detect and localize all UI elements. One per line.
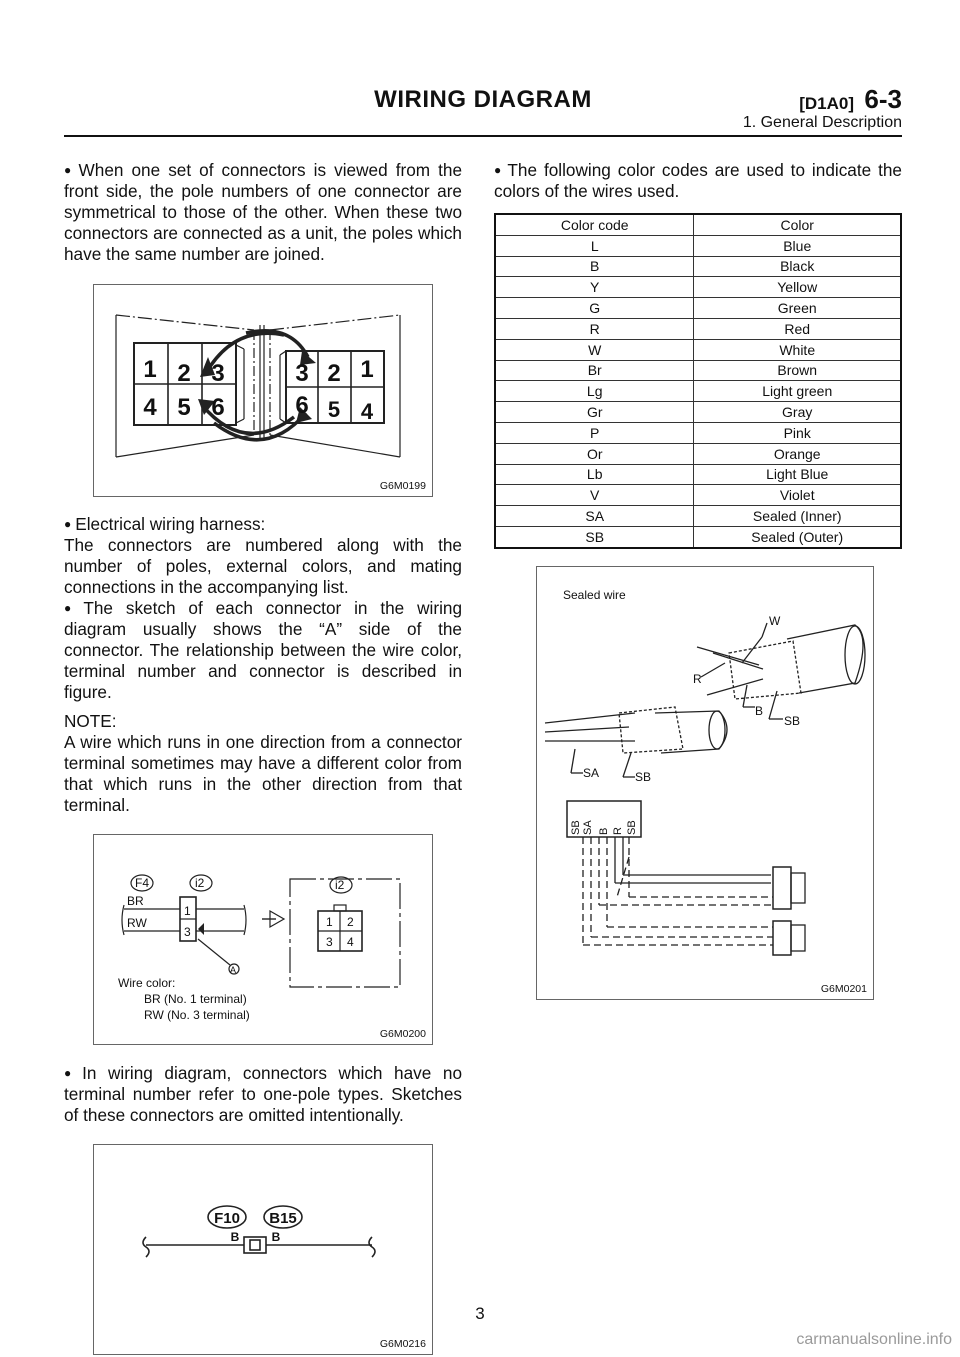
table-row	[495, 485, 901, 506]
label-b: B	[755, 703, 764, 718]
table-row	[495, 381, 901, 402]
color-code-cell: SB	[495, 526, 694, 547]
conn-label-sa: SA	[582, 820, 594, 835]
pole-left-4: 4	[143, 394, 157, 421]
tag-f4: F4	[135, 876, 150, 890]
terminal-3: 3	[184, 925, 191, 939]
color-code-cell: Y	[495, 277, 694, 298]
table-row	[495, 339, 901, 360]
color-name-cell: Orange	[694, 443, 901, 464]
tag-b15: B15	[269, 1210, 297, 1227]
bullet-connector-sketch: ● The sketch of each connector in the wiring diagram usually shows the “A” side of the connector. The relationship between the wire color, terminal number and connector is described in figure.	[64, 598, 462, 703]
left-column	[64, 160, 462, 1355]
page-code: 6-3	[864, 84, 902, 114]
label-w: W	[769, 613, 781, 628]
sealed-wire-drawing	[537, 567, 873, 999]
pole-right-5: 5	[327, 397, 341, 422]
table-row	[495, 360, 901, 381]
section-subtitle: 1. General Description	[742, 114, 902, 131]
table-row	[495, 256, 901, 277]
bullet-wiring-harness: ● Electrical wiring harness:	[64, 514, 462, 535]
pole-right-2: 2	[327, 360, 341, 387]
color-name-cell: Black	[694, 256, 901, 277]
color-code-cell: P	[495, 422, 694, 443]
wire-label-br: BR	[127, 894, 144, 908]
color-name-cell: Red	[694, 318, 901, 339]
figure-connector-pair	[93, 284, 433, 497]
tag-i2-right: i2	[335, 878, 345, 892]
color-code-cell: Color code	[495, 214, 694, 235]
label-sa: SA	[583, 765, 600, 780]
color-name-cell: Sealed (Inner)	[694, 506, 901, 527]
pole-right-4: 4	[360, 399, 374, 424]
pole-left-2: 2	[177, 360, 191, 387]
table-row	[495, 506, 901, 527]
section-title: WIRING DIAGRAM	[374, 86, 592, 113]
wire-label-rw: RW	[127, 916, 147, 930]
sealed-wire-title: Sealed wire	[563, 587, 626, 602]
grid-1: 1	[326, 915, 333, 929]
table-row	[495, 402, 901, 423]
grid-2: 2	[347, 915, 354, 929]
paragraph-harness: The connectors are numbered along with the number of poles, external colors, and mating connections in the accompanying list.	[64, 535, 462, 597]
conn-label-b: B	[598, 827, 610, 835]
wire-b-right: B	[271, 1230, 281, 1244]
pole-right-1: 1	[360, 356, 374, 383]
note-heading: NOTE:	[64, 711, 117, 731]
page-number: 3	[475, 1304, 485, 1323]
color-code-cell: SA	[495, 506, 694, 527]
color-name-cell: Yellow	[694, 277, 901, 298]
color-name-cell: Violet	[694, 485, 901, 506]
color-name-cell: Brown	[694, 360, 901, 381]
marker-a: A	[230, 965, 237, 975]
label-r: R	[693, 671, 702, 686]
label-sb-outer: SB	[784, 713, 801, 728]
conn-label-sb-2: SB	[626, 820, 638, 835]
legend-br: BR (No. 1 terminal)	[144, 992, 247, 1006]
note-text: A wire which runs in one direction from a connector terminal sometimes may have a different color from that which runs in the other direction from that terminal.	[64, 732, 462, 815]
color-code-cell: R	[495, 318, 694, 339]
terminal-1: 1	[184, 904, 191, 918]
pole-right-6: 6	[295, 392, 309, 419]
conn-label-sb-1: SB	[570, 820, 582, 835]
table-row	[495, 526, 901, 547]
conn-label-r: R	[612, 826, 624, 835]
pole-left-6: 6	[211, 394, 225, 421]
figure-caption: G6M0199	[379, 480, 426, 492]
label-sb: SB	[635, 769, 652, 784]
color-code-cell: Lg	[495, 381, 694, 402]
color-name-cell: Color	[694, 214, 901, 235]
pole-left-1: 1	[143, 356, 157, 383]
color-code-cell: Lb	[495, 464, 694, 485]
grid-3: 3	[326, 935, 333, 949]
connector-pair-drawing	[94, 285, 432, 496]
color-code-cell: L	[495, 235, 694, 256]
color-code-cell: W	[495, 339, 694, 360]
color-code-cell: Or	[495, 443, 694, 464]
color-code-cell: Gr	[495, 402, 694, 423]
table-row	[495, 235, 901, 256]
bullet-one-pole: ● In wiring diagram, connectors which have no terminal number refer to one-pole types. Sketches of these connectors are omitted intentionally.	[64, 1063, 462, 1126]
table-row	[495, 443, 901, 464]
figure-caption: G6M0201	[820, 982, 867, 995]
color-name-cell: Light Blue	[694, 464, 901, 485]
color-code-cell: V	[495, 485, 694, 506]
legend-rw: RW (No. 3 terminal)	[144, 1008, 250, 1022]
color-code-table	[494, 213, 902, 549]
color-name-cell: Pink	[694, 422, 901, 443]
figure-caption: G6M0216	[379, 1338, 426, 1350]
table-row	[495, 422, 901, 443]
grid-4: 4	[347, 935, 354, 949]
color-code-cell: Br	[495, 360, 694, 381]
color-name-cell: Gray	[694, 402, 901, 423]
color-code-cell: B	[495, 256, 694, 277]
right-column	[494, 160, 902, 1000]
page-header	[64, 82, 902, 134]
tag-i2: i2	[195, 876, 205, 890]
wire-color-drawing	[94, 835, 432, 1044]
tag-f10: F10	[214, 1210, 240, 1227]
color-code-cell: G	[495, 298, 694, 319]
table-row	[495, 318, 901, 339]
paragraph-connector-symmetry: ● When one set of connectors is viewed from the front side, the pole numbers of one connector are symmetrical to those of the other. When these two connectors are connected as a unit, the poles which have the same number are joined.	[64, 160, 462, 265]
color-name-cell: Light green	[694, 381, 901, 402]
table-row	[495, 277, 901, 298]
pole-left-5: 5	[177, 394, 191, 421]
figure-caption: G6M0200	[379, 1028, 426, 1040]
pole-left-3: 3	[211, 360, 225, 387]
watermark: carmanualsonline.info	[796, 1331, 952, 1348]
bullet-color-codes: ● The following color codes are used to indicate the colors of the wires used.	[494, 160, 902, 202]
color-name-cell: Sealed (Outer)	[694, 526, 901, 547]
table-row	[495, 464, 901, 485]
figure-wire-color	[93, 834, 433, 1045]
table-header-row	[495, 214, 901, 235]
figure-sealed-wire	[536, 566, 874, 1000]
color-name-cell: White	[694, 339, 901, 360]
legend-title: Wire color:	[118, 976, 176, 990]
header-rule	[64, 135, 902, 137]
color-name-cell: Blue	[694, 235, 901, 256]
table-row	[495, 298, 901, 319]
pole-right-3: 3	[295, 360, 309, 387]
section-code: [D1A0]	[799, 94, 854, 113]
color-name-cell: Green	[694, 298, 901, 319]
wire-b-left: B	[230, 1230, 240, 1244]
